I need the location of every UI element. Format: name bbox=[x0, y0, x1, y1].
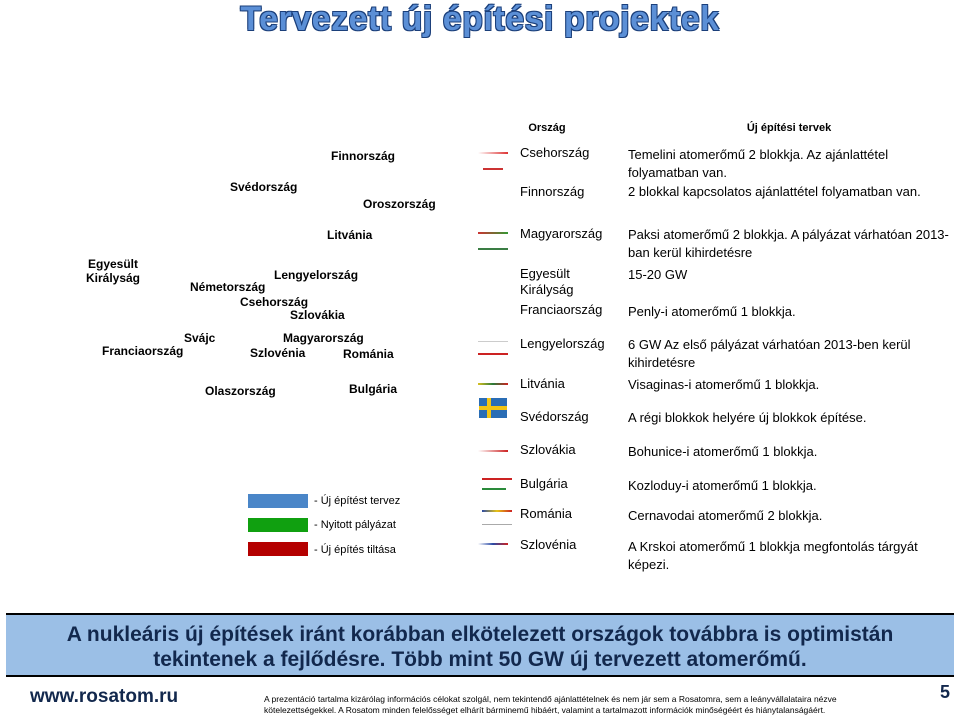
map-label-olaszorszag: Olaszország bbox=[205, 384, 276, 398]
row-plan-uk: 15-20 GW bbox=[628, 267, 688, 282]
row-country-bg: Bulgária bbox=[520, 476, 568, 491]
map-label-romania: Románia bbox=[343, 347, 394, 361]
flag-icon-bg-2 bbox=[482, 488, 506, 490]
map-label-csehorszag: Csehország bbox=[240, 295, 309, 309]
legend-swatch-open bbox=[248, 518, 308, 532]
row-country-lt: Litvánia bbox=[520, 376, 565, 391]
row-plan-fi: 2 blokkal kapcsolatos ajánlattétel folyamatban van. bbox=[628, 184, 921, 199]
flag-icon-fi bbox=[483, 168, 503, 170]
flag-icon-bg bbox=[482, 478, 512, 480]
row-plan-sk: Bohunice-i atomerőmű 1 blokkja. bbox=[628, 444, 818, 459]
map-label-svajc: Svájc bbox=[184, 331, 216, 345]
banner-text: A nukleáris új építések iránt korábban elkötelezett országok továbbra is optimistán tekintenek a fejlődésre. Több mint 50 GW új tervezett atomerőmű. bbox=[66, 623, 894, 671]
row-country-fi: Finnország bbox=[520, 184, 585, 199]
conclusion-banner bbox=[6, 613, 954, 677]
row-plan-lt: Visaginas-i atomerőmű 1 blokkja. bbox=[628, 377, 820, 392]
footer-link[interactable]: www.rosatom.ru bbox=[30, 686, 179, 707]
row-plan-se: A régi blokkok helyére új blokkok építése. bbox=[628, 410, 867, 425]
flag-icon-pl-2 bbox=[478, 341, 508, 342]
row-country-ro: Románia bbox=[520, 506, 573, 521]
map-label-oroszorszag: Oroszország bbox=[363, 197, 436, 211]
flag-icon-lt bbox=[478, 383, 508, 385]
row-plan-si: A Krskoi atomerőmű 1 blokkja megfontolás tárgyát képezi. bbox=[628, 539, 918, 572]
map-label-egyesult: Egyesült Királyság bbox=[85, 257, 141, 285]
footer-disclaimer: A prezentáció tartalma kizárólag információs célokat szolgál, nem tekintendő ajánlattételnek és nem jár sem a Rosatomra, sem a leányvállalataira nézve kötelezettségekkel. A Rosatom minden felelősséget elhárít bárminemű hibáért, valamint a tartalmazott információk minőségéért és hiánytalanságáért. bbox=[264, 694, 837, 715]
flag-icon-ro bbox=[482, 510, 512, 512]
flag-icon-se bbox=[479, 398, 507, 418]
legend-label-plan: - Új építést tervez bbox=[314, 495, 401, 507]
page-number: 5 bbox=[940, 682, 951, 702]
row-plan-cz: Temelini atomerőmű 2 blokkja. Az ajánlattétel folyamatban van. bbox=[628, 147, 889, 180]
row-plan-hu: Paksi atomerőmű 2 blokkja. A pályázat várhatóan 2013-ban kerül kihirdetésre bbox=[628, 227, 949, 260]
legend-label-ban: - Új építés tiltása bbox=[314, 544, 396, 556]
row-country-pl: Lengyelország bbox=[520, 336, 605, 351]
row-plan-bg: Kozloduy-i atomerőmű 1 blokkja. bbox=[628, 478, 817, 493]
flag-icon-sk bbox=[478, 450, 508, 452]
legend-swatch-ban bbox=[248, 542, 308, 556]
row-plan-ro: Cernavodai atomerőmű 2 blokkja. bbox=[628, 508, 823, 523]
legend-label-open: - Nyitott pályázat bbox=[314, 519, 396, 531]
row-country-cz: Csehország bbox=[520, 145, 590, 160]
row-plan-pl: 6 GW Az első pályázat várhatóan 2013-ben kerül kihirdetésre bbox=[628, 337, 911, 370]
row-country-se: Svédország bbox=[520, 409, 589, 424]
map-label-finnorszag: Finnország bbox=[331, 149, 396, 163]
flag-icon-si bbox=[478, 543, 508, 545]
row-plan-fr: Penly-i atomerőmű 1 blokkja. bbox=[628, 304, 796, 319]
row-country-uk: Egyesült Királyság bbox=[520, 266, 574, 297]
flag-icon-ro-2 bbox=[482, 524, 512, 525]
page-title: Tervezett új építési projektek bbox=[240, 0, 720, 38]
map-label-franciaorszag: Franciaország bbox=[102, 344, 184, 358]
table-header-country: Ország bbox=[528, 122, 566, 134]
map-label-lengyelorszag: Lengyelország bbox=[274, 268, 359, 282]
map-label-svedorszag: Svédország bbox=[230, 180, 298, 194]
row-country-fr: Franciaország bbox=[520, 302, 603, 317]
row-country-si: Szlovénia bbox=[520, 537, 577, 552]
row-country-hu: Magyarország bbox=[520, 226, 603, 241]
map-label-szlovenia: Szlovénia bbox=[250, 346, 306, 360]
table-header-plans: Új építési tervek bbox=[746, 122, 832, 134]
row-country-sk: Szlovákia bbox=[520, 442, 576, 457]
map-label-szlovakia: Szlovákia bbox=[290, 308, 345, 322]
legend-swatch-plan bbox=[248, 494, 308, 508]
flag-icon-hu bbox=[478, 232, 508, 234]
map-label-litvania: Litvánia bbox=[327, 228, 373, 242]
flag-icon-cz bbox=[478, 152, 508, 154]
map-label-nemetorszag: Németország bbox=[190, 280, 266, 294]
flag-icon-pl bbox=[478, 353, 508, 355]
flag-icon-hu-2 bbox=[478, 248, 508, 250]
map-label-magyarorszag: Magyarország bbox=[283, 331, 364, 345]
map-label-bulgaria: Bulgária bbox=[349, 382, 398, 396]
